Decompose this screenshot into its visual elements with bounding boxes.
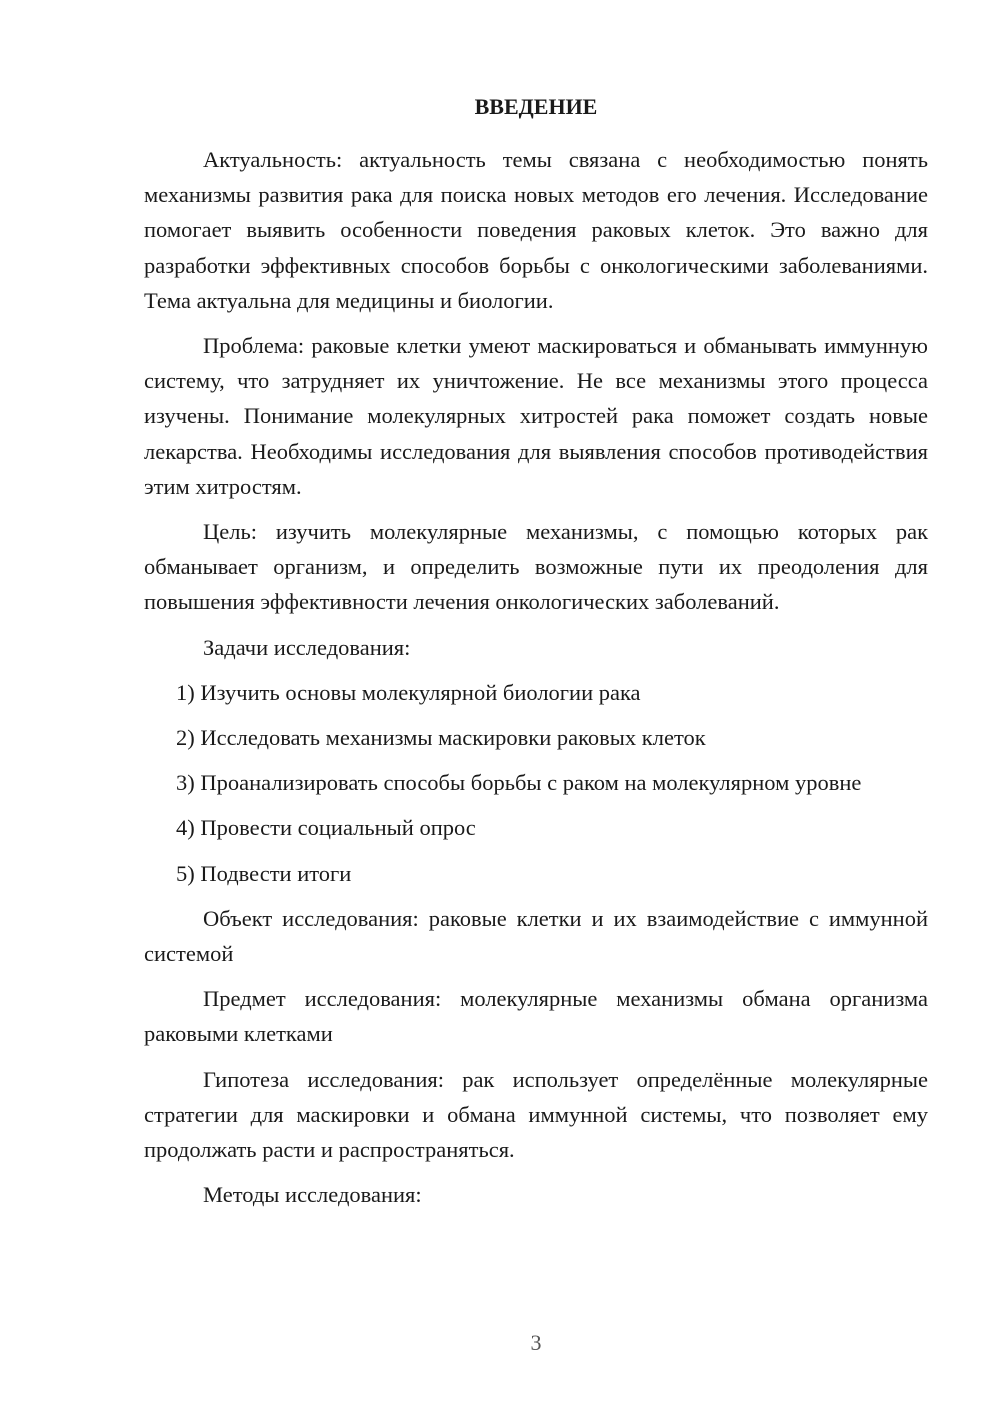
- section-heading: ВВЕДЕНИЕ: [474, 94, 598, 119]
- paragraph-relevance: Актуальность: актуальность темы связана с необходимостью понять механизмы развития рака для поиска новых методов его лечения. Исследование помогает выявить особенности поведения раковых клеток. Это важно для разработки эффективных способов борьбы с онкологическими заболеваниями. Тема актуальна для медицины и биологии.: [144, 147, 928, 313]
- paragraph-hypothesis: Гипотеза исследования: рак использует определённые молекулярные стратегии для маскировки и обмана иммунной системы, что позволяет ему продолжать расти и распространяться.: [144, 1066, 928, 1163]
- task-item: 5) Подвести итоги: [176, 860, 352, 886]
- paragraph-problem: Проблема: раковые клетки умеют маскироваться и обманывать иммунную систему, что затрудняет их уничтожение. Не все механизмы этого процесса изучены. Понимание молекулярных хитростей рака поможет создать новые лекарства. Необходимы исследования для выявления способов противодействия этим хитростям.: [144, 333, 928, 499]
- document-page: [144, 92, 928, 1222]
- task-item: 2) Исследовать механизмы маскировки раковых клеток: [176, 725, 706, 751]
- paragraph-subject: Предмет исследования: молекулярные механизмы обмана организма раковыми клетками: [144, 986, 928, 1047]
- paragraph-object: Объект исследования: раковые клетки и их взаимодействие с иммунной системой: [144, 905, 928, 967]
- paragraph-methods: Методы исследования:: [203, 1182, 422, 1208]
- task-item: 3) Проанализировать способы борьбы с раком на молекулярном уровне: [176, 770, 862, 796]
- paragraph-tasks-heading: Задачи исследования:: [203, 634, 411, 660]
- task-item: 1) Изучить основы молекулярной биологии рака: [176, 679, 641, 705]
- task-item: 4) Провести социальный опрос: [176, 815, 476, 841]
- paragraph-goal: Цель: изучить молекулярные механизмы, с помощью которых рак обманывает организм, и определить возможные пути их преодоления для повышения эффективности лечения онкологических заболеваний.: [144, 519, 928, 615]
- page-number: 3: [530, 1330, 542, 1355]
